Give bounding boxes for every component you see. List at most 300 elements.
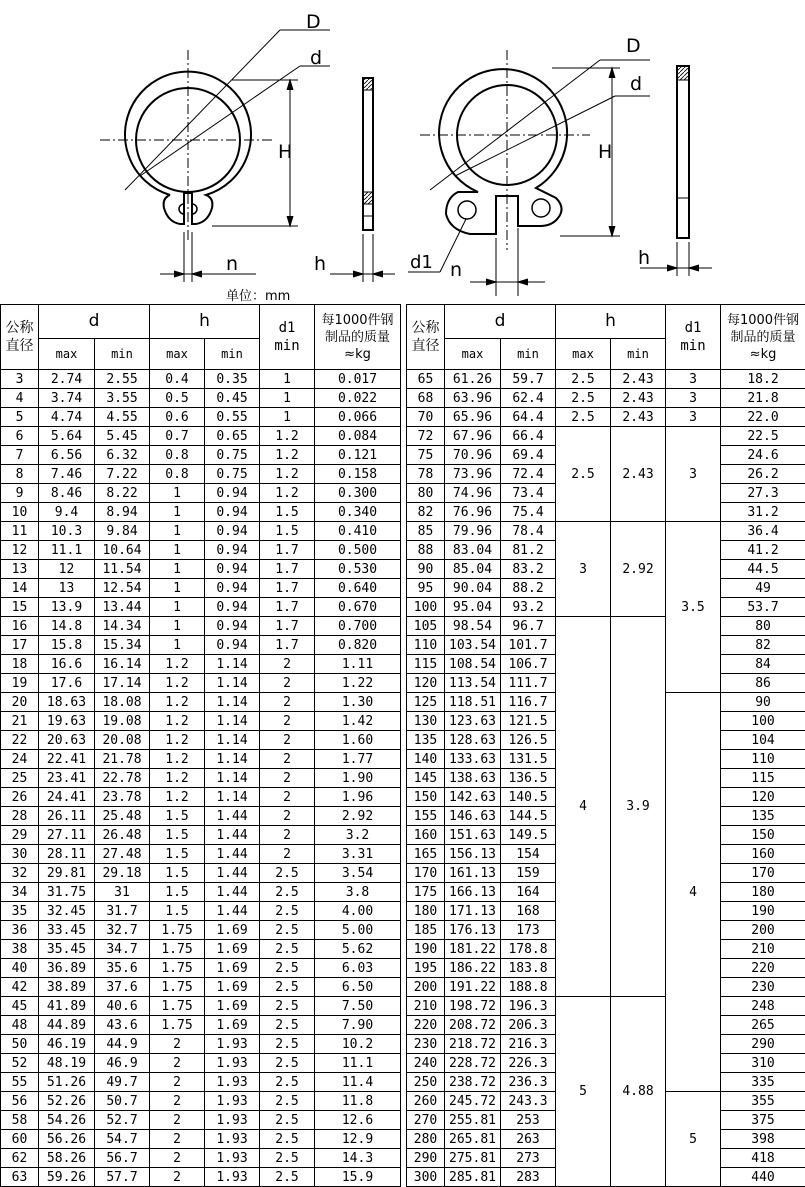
cell-weight: 11.8 <box>315 1092 401 1111</box>
cell-d1-min: 1.5 <box>260 522 315 541</box>
cell-weight: 110 <box>721 750 805 769</box>
header-d-min: min <box>95 339 150 370</box>
cell-d-max: 19.63 <box>39 712 95 731</box>
table-row <box>1 579 401 598</box>
cell-nominal: 14 <box>1 579 39 598</box>
cell-nominal: 42 <box>1 978 39 997</box>
cell-d1-min: 1.7 <box>260 598 315 617</box>
cell-weight: 86 <box>721 674 805 693</box>
table-row <box>1 1111 401 1130</box>
cell-nominal: 45 <box>1 997 39 1016</box>
cell-d-max: 58.26 <box>39 1149 95 1168</box>
cell-weight: 12.9 <box>315 1130 401 1149</box>
cell-h-min: 1.44 <box>205 883 260 902</box>
cell-nominal: 160 <box>407 826 445 845</box>
cell-nominal: 58 <box>1 1111 39 1130</box>
cell-d-max: 31.75 <box>39 883 95 902</box>
cell-d-max: 65.96 <box>445 408 501 427</box>
cell-weight: 210 <box>721 940 805 959</box>
cell-weight: 0.820 <box>315 636 401 655</box>
cell-weight: 190 <box>721 902 805 921</box>
cell-d-min: 226.3 <box>501 1054 556 1073</box>
cell-nominal: 22 <box>1 731 39 750</box>
cell-d-min: 164 <box>501 883 556 902</box>
cell-nominal: 230 <box>407 1035 445 1054</box>
cell-d-max: 156.13 <box>445 845 501 864</box>
cell-nominal: 88 <box>407 541 445 560</box>
cell-nominal: 12 <box>1 541 39 560</box>
cell-d-min: 37.6 <box>95 978 150 997</box>
cell-nominal: 5 <box>1 408 39 427</box>
cell-nominal: 165 <box>407 845 445 864</box>
cell-d-max: 176.13 <box>445 921 501 940</box>
cell-h-min: 2.43 <box>611 389 666 408</box>
cell-d-max: 218.72 <box>445 1035 501 1054</box>
cell-nominal: 35 <box>1 902 39 921</box>
cell-d-min: 52.7 <box>95 1111 150 1130</box>
table-row <box>1 389 401 408</box>
cell-d-min: 9.84 <box>95 522 150 541</box>
cell-h-min: 0.55 <box>205 408 260 427</box>
label-n-left: n <box>226 253 238 275</box>
cell-d1-min: 2.5 <box>260 883 315 902</box>
cell-d1-min: 2.5 <box>260 1073 315 1092</box>
table-row <box>1 465 401 484</box>
cell-d-min: 136.5 <box>501 769 556 788</box>
table-row <box>1 446 401 465</box>
table-row <box>1 598 401 617</box>
cell-d-max: 70.96 <box>445 446 501 465</box>
cell-weight: 15.9 <box>315 1168 401 1187</box>
table-row <box>1 408 401 427</box>
cell-d-min: 20.08 <box>95 731 150 750</box>
cell-d-max: 26.11 <box>39 807 95 826</box>
cell-d-max: 113.54 <box>445 674 501 693</box>
cell-d-max: 181.22 <box>445 940 501 959</box>
cell-weight: 418 <box>721 1149 805 1168</box>
cell-d-min: 29.18 <box>95 864 150 883</box>
cell-d-max: 36.89 <box>39 959 95 978</box>
cell-d1-min: 1 <box>260 389 315 408</box>
header-d-max-right: max <box>445 339 501 370</box>
cell-h-max: 1.5 <box>150 902 205 921</box>
cell-weight: 41.2 <box>721 541 805 560</box>
cell-d-max: 59.26 <box>39 1168 95 1187</box>
cell-h-min: 0.94 <box>205 598 260 617</box>
table-row <box>1 959 401 978</box>
cell-d1-min: 2.5 <box>260 1035 315 1054</box>
table-body-right <box>407 370 805 1187</box>
cell-weight: 104 <box>721 731 805 750</box>
cell-d-min: 154 <box>501 845 556 864</box>
cell-weight: 6.03 <box>315 959 401 978</box>
cell-d-min: 144.5 <box>501 807 556 826</box>
cell-nominal: 13 <box>1 560 39 579</box>
cell-weight: 1.11 <box>315 655 401 674</box>
cell-d-max: 208.72 <box>445 1016 501 1035</box>
cell-h-min: 0.45 <box>205 389 260 408</box>
cell-h-max: 1 <box>150 579 205 598</box>
cell-weight: 3.8 <box>315 883 401 902</box>
header-weight: 每1000件钢制品的质量≈kg <box>315 305 401 370</box>
cell-d1-min: 2.5 <box>260 1054 315 1073</box>
table-row <box>1 560 401 579</box>
cell-weight: 0.670 <box>315 598 401 617</box>
cell-d-max: 76.96 <box>445 503 501 522</box>
cell-d-max: 191.22 <box>445 978 501 997</box>
cell-h-min: 1.44 <box>205 902 260 921</box>
cell-weight: 1.30 <box>315 693 401 712</box>
cell-h-max: 0.4 <box>150 370 205 389</box>
cell-d1-min: 2 <box>260 655 315 674</box>
cell-d-max: 79.96 <box>445 522 501 541</box>
table-row <box>1 617 401 636</box>
cell-d-min: 83.2 <box>501 560 556 579</box>
unit-note: 单位：mm <box>226 289 290 304</box>
table-row <box>1 636 401 655</box>
label-d1-right: d1 <box>410 252 433 273</box>
cell-h-max: 1.5 <box>150 883 205 902</box>
cell-nominal: 175 <box>407 883 445 902</box>
cell-weight: 11.1 <box>315 1054 401 1073</box>
cell-weight: 440 <box>721 1168 805 1187</box>
cell-h-max: 1.75 <box>150 959 205 978</box>
table-row <box>1 1035 401 1054</box>
cell-h-max: 1 <box>150 522 205 541</box>
cell-d-min: 206.3 <box>501 1016 556 1035</box>
cell-d-max: 245.72 <box>445 1092 501 1111</box>
cell-nominal: 50 <box>1 1035 39 1054</box>
cell-d1-min: 2 <box>260 845 315 864</box>
cell-nominal: 32 <box>1 864 39 883</box>
cell-h-max: 1.2 <box>150 712 205 731</box>
table-row <box>1 731 401 750</box>
cell-d-min: 22.78 <box>95 769 150 788</box>
header-d-min-right: min <box>501 339 556 370</box>
header-d1-label-right: d1 <box>685 320 702 336</box>
cell-weight: 0.066 <box>315 408 401 427</box>
cell-h-max: 1.2 <box>150 655 205 674</box>
cell-h-max: 1 <box>150 503 205 522</box>
cell-d1-min: 2 <box>260 674 315 693</box>
cell-d-min: 40.6 <box>95 997 150 1016</box>
header-h-max-right: max <box>556 339 611 370</box>
cell-nominal: 68 <box>407 389 445 408</box>
cell-nominal: 200 <box>407 978 445 997</box>
cell-d-min: 72.4 <box>501 465 556 484</box>
cell-d-min: 46.9 <box>95 1054 150 1073</box>
cell-h-min: 0.94 <box>205 579 260 598</box>
cell-weight: 0.017 <box>315 370 401 389</box>
table-row <box>1 541 401 560</box>
cell-h-max: 2 <box>150 1130 205 1149</box>
table-row <box>407 522 805 541</box>
cell-nominal: 29 <box>1 826 39 845</box>
cell-d-max: 28.11 <box>39 845 95 864</box>
header-d1-min: min <box>274 338 299 354</box>
cell-d-min: 131.5 <box>501 750 556 769</box>
table-row <box>1 712 401 731</box>
cell-weight: 82 <box>721 636 805 655</box>
label-H-left: H <box>278 141 292 163</box>
cell-d-max: 54.26 <box>39 1111 95 1130</box>
cell-d-min: 196.3 <box>501 997 556 1016</box>
cell-d-max: 38.89 <box>39 978 95 997</box>
cell-h-min: 0.94 <box>205 503 260 522</box>
cell-h-max: 1.75 <box>150 978 205 997</box>
cell-weight: 1.42 <box>315 712 401 731</box>
cell-d1-min: 2.5 <box>260 1016 315 1035</box>
table-row <box>1 1149 401 1168</box>
cell-d-max: 133.63 <box>445 750 501 769</box>
cell-weight: 21.8 <box>721 389 805 408</box>
cell-weight: 49 <box>721 579 805 598</box>
cell-d1-min: 2.5 <box>260 997 315 1016</box>
cell-d-max: 198.72 <box>445 997 501 1016</box>
cell-weight: 1.60 <box>315 731 401 750</box>
cell-nominal: 16 <box>1 617 39 636</box>
cell-d-min: 243.3 <box>501 1092 556 1111</box>
cell-d1-min: 2 <box>260 731 315 750</box>
cell-weight: 170 <box>721 864 805 883</box>
cell-h-min: 0.94 <box>205 541 260 560</box>
cell-weight: 36.4 <box>721 522 805 541</box>
cell-h-min: 1.93 <box>205 1092 260 1111</box>
header-h-min-right: min <box>611 339 666 370</box>
header-d1-label: d1 <box>279 320 296 336</box>
cell-weight: 53.7 <box>721 598 805 617</box>
cell-nominal: 115 <box>407 655 445 674</box>
cell-weight: 335 <box>721 1073 805 1092</box>
cell-d1-min: 2 <box>260 750 315 769</box>
table-row <box>1 484 401 503</box>
cell-d1-min: 1.7 <box>260 579 315 598</box>
cell-d-max: 14.8 <box>39 617 95 636</box>
cell-d-min: 5.45 <box>95 427 150 446</box>
cell-h-max: 1 <box>150 617 205 636</box>
label-D-left: D <box>306 11 321 33</box>
cell-weight: 200 <box>721 921 805 940</box>
cell-d-max: 171.13 <box>445 902 501 921</box>
cell-d-min: 23.78 <box>95 788 150 807</box>
cell-nominal: 25 <box>1 769 39 788</box>
cell-d-min: 4.55 <box>95 408 150 427</box>
cell-d-min: 78.4 <box>501 522 556 541</box>
cell-d-min: 16.14 <box>95 655 150 674</box>
cell-h-min: 1.69 <box>205 959 260 978</box>
cell-weight: 0.300 <box>315 484 401 503</box>
cell-d-min: 34.7 <box>95 940 150 959</box>
cell-nominal: 95 <box>407 579 445 598</box>
cell-weight: 0.640 <box>315 579 401 598</box>
cell-nominal: 90 <box>407 560 445 579</box>
cell-d-min: 62.4 <box>501 389 556 408</box>
cell-nominal: 8 <box>1 465 39 484</box>
cell-nominal: 100 <box>407 598 445 617</box>
cell-d-max: 18.63 <box>39 693 95 712</box>
cell-weight: 2.92 <box>315 807 401 826</box>
cell-d-min: 27.48 <box>95 845 150 864</box>
cell-h-min: 0.35 <box>205 370 260 389</box>
cell-weight: 248 <box>721 997 805 1016</box>
label-d-right: d <box>630 73 642 95</box>
header-h: h <box>150 305 260 339</box>
table-row <box>1 883 401 902</box>
cell-d1-min: 1.7 <box>260 636 315 655</box>
cell-nominal: 140 <box>407 750 445 769</box>
cell-h-min: 1.14 <box>205 750 260 769</box>
cell-d-max: 142.63 <box>445 788 501 807</box>
cell-d-max: 9.4 <box>39 503 95 522</box>
cell-d-max: 17.6 <box>39 674 95 693</box>
cell-weight: 398 <box>721 1130 805 1149</box>
cell-weight: 375 <box>721 1111 805 1130</box>
cell-d-min: 43.6 <box>95 1016 150 1035</box>
cell-d1-min: 1 <box>260 408 315 427</box>
cell-d-min: 15.34 <box>95 636 150 655</box>
cell-d-min: 69.4 <box>501 446 556 465</box>
cell-h-min: 0.65 <box>205 427 260 446</box>
cell-d1-min: 3 <box>666 427 721 522</box>
cell-d-min: 101.7 <box>501 636 556 655</box>
cell-d1-min: 1.2 <box>260 427 315 446</box>
cell-weight: 355 <box>721 1092 805 1111</box>
cell-h-max: 4 <box>556 617 611 997</box>
cell-d-min: 11.54 <box>95 560 150 579</box>
cell-h-max: 2 <box>150 1054 205 1073</box>
dimension-table-right <box>406 304 805 1187</box>
table-row <box>407 617 805 636</box>
cell-d-min: 8.22 <box>95 484 150 503</box>
cell-d1-min: 1.2 <box>260 446 315 465</box>
cell-d-min: 49.7 <box>95 1073 150 1092</box>
table-row <box>1 788 401 807</box>
cell-h-min: 0.75 <box>205 446 260 465</box>
cell-weight: 1.77 <box>315 750 401 769</box>
cell-nominal: 120 <box>407 674 445 693</box>
cell-d-min: 188.8 <box>501 978 556 997</box>
cell-nominal: 60 <box>1 1130 39 1149</box>
cell-weight: 100 <box>721 712 805 731</box>
cell-h-max: 1.5 <box>150 845 205 864</box>
retaining-ring-left <box>100 30 395 282</box>
cell-d-min: 126.5 <box>501 731 556 750</box>
cell-d1-min: 3.5 <box>666 522 721 693</box>
header-d1 <box>260 305 315 370</box>
cell-weight: 24.6 <box>721 446 805 465</box>
cell-h-max: 0.8 <box>150 465 205 484</box>
cell-weight: 80 <box>721 617 805 636</box>
cell-d-max: 22.41 <box>39 750 95 769</box>
cell-d-max: 83.04 <box>445 541 501 560</box>
cell-nominal: 65 <box>407 370 445 389</box>
cell-h-max: 1 <box>150 636 205 655</box>
cell-d-min: 25.48 <box>95 807 150 826</box>
cell-h-max: 2.5 <box>556 389 611 408</box>
table-row <box>1 655 401 674</box>
cell-d-max: 238.72 <box>445 1073 501 1092</box>
cell-d-min: 159 <box>501 864 556 883</box>
cell-weight: 4.00 <box>315 902 401 921</box>
label-h-left: h <box>314 253 326 275</box>
cell-h-max: 1 <box>150 598 205 617</box>
cell-d1-min: 2.5 <box>260 921 315 940</box>
cell-d1-min: 2.5 <box>260 959 315 978</box>
cell-d-min: 121.5 <box>501 712 556 731</box>
cell-d-max: 16.6 <box>39 655 95 674</box>
cell-h-max: 2 <box>150 1092 205 1111</box>
cell-nominal: 185 <box>407 921 445 940</box>
cell-weight: 12.6 <box>315 1111 401 1130</box>
cell-d-max: 32.45 <box>39 902 95 921</box>
cell-nominal: 63 <box>1 1168 39 1187</box>
cell-d-min: 14.34 <box>95 617 150 636</box>
cell-h-min: 1.14 <box>205 693 260 712</box>
table-row <box>1 921 401 940</box>
cell-d1-min: 2.5 <box>260 1111 315 1130</box>
cell-nominal: 180 <box>407 902 445 921</box>
cell-nominal: 52 <box>1 1054 39 1073</box>
cell-d-max: 228.72 <box>445 1054 501 1073</box>
cell-weight: 90 <box>721 693 805 712</box>
cell-d-min: 31.7 <box>95 902 150 921</box>
cell-h-max: 2 <box>150 1149 205 1168</box>
cell-h-max: 5 <box>556 997 611 1187</box>
cell-d-min: 273 <box>501 1149 556 1168</box>
cell-weight: 0.530 <box>315 560 401 579</box>
cell-d-max: 73.96 <box>445 465 501 484</box>
cell-nominal: 55 <box>1 1073 39 1092</box>
cell-h-min: 1.44 <box>205 826 260 845</box>
cell-d-min: 64.4 <box>501 408 556 427</box>
cell-d-max: 24.41 <box>39 788 95 807</box>
cell-h-min: 1.93 <box>205 1054 260 1073</box>
cell-nominal: 34 <box>1 883 39 902</box>
cell-d-max: 12 <box>39 560 95 579</box>
cell-nominal: 150 <box>407 788 445 807</box>
cell-weight: 310 <box>721 1054 805 1073</box>
cell-d-min: 116.7 <box>501 693 556 712</box>
cell-nominal: 70 <box>407 408 445 427</box>
cell-d1-min: 2.5 <box>260 1092 315 1111</box>
cell-d-min: 17.14 <box>95 674 150 693</box>
cell-weight: 150 <box>721 826 805 845</box>
cell-d-max: 13.9 <box>39 598 95 617</box>
cell-nominal: 210 <box>407 997 445 1016</box>
cell-d-max: 95.04 <box>445 598 501 617</box>
cell-h-min: 1.69 <box>205 1016 260 1035</box>
cell-weight: 7.90 <box>315 1016 401 1035</box>
cell-weight: 120 <box>721 788 805 807</box>
cell-weight: 1.22 <box>315 674 401 693</box>
cell-h-max: 2 <box>150 1073 205 1092</box>
cell-d-max: 6.56 <box>39 446 95 465</box>
cell-nominal: 72 <box>407 427 445 446</box>
cell-d-min: 88.2 <box>501 579 556 598</box>
table-row <box>1 769 401 788</box>
cell-d1-min: 2.5 <box>260 940 315 959</box>
cell-nominal: 30 <box>1 845 39 864</box>
cell-nominal: 75 <box>407 446 445 465</box>
cell-h-min: 1.44 <box>205 845 260 864</box>
label-n-right: n <box>450 259 462 281</box>
cell-weight: 5.00 <box>315 921 401 940</box>
cell-d-min: 32.7 <box>95 921 150 940</box>
cell-d-min: 253 <box>501 1111 556 1130</box>
cell-nominal: 300 <box>407 1168 445 1187</box>
cell-nominal: 36 <box>1 921 39 940</box>
cell-d-max: 98.54 <box>445 617 501 636</box>
